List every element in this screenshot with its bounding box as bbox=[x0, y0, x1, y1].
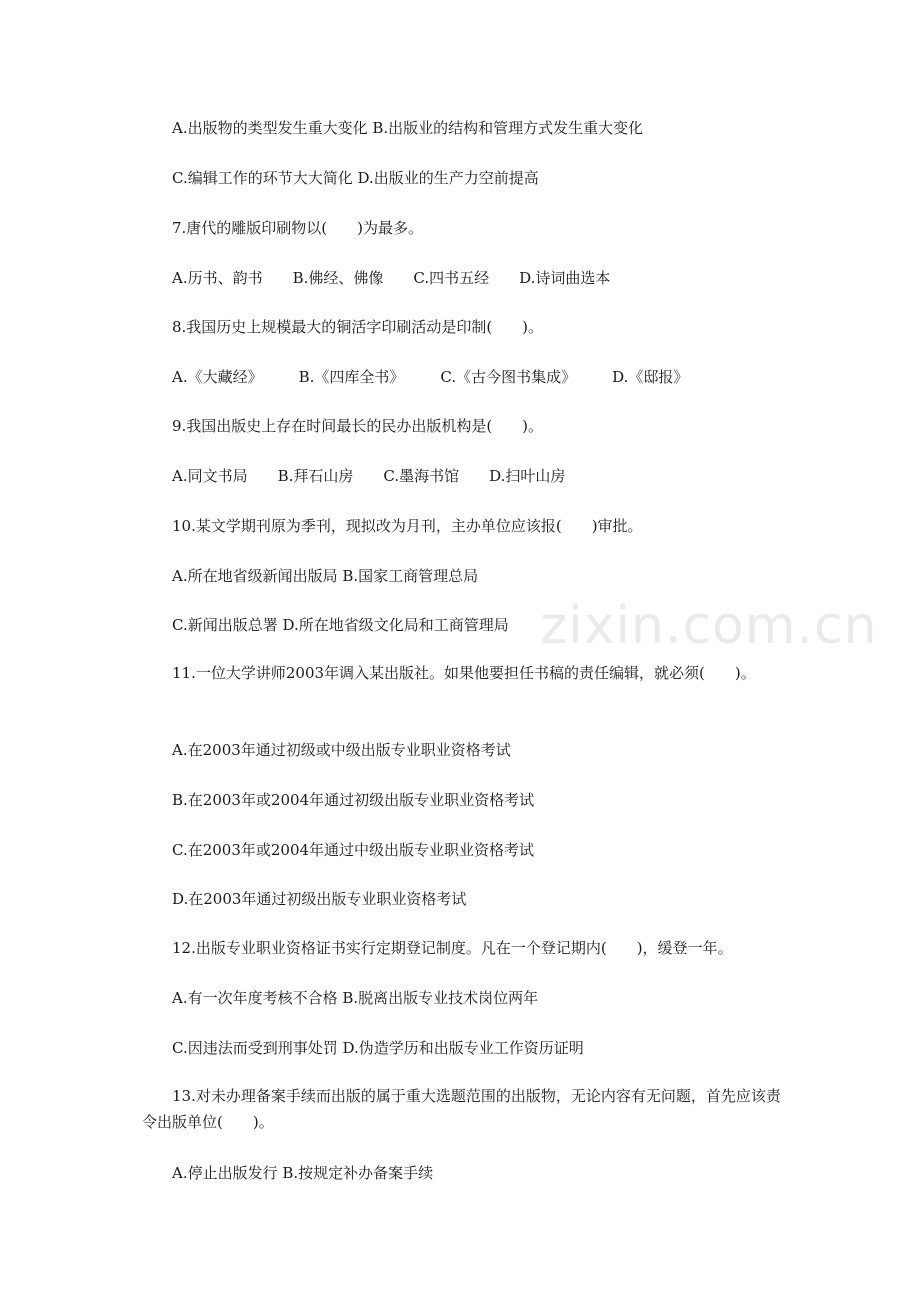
option-c: C.在2003年或2004年通过中级出版专业职业资格考试 bbox=[172, 841, 535, 859]
option-line: C.编辑工作的环节大大简化 D.出版业的生产力空前提高 bbox=[172, 169, 539, 187]
question-8: 8.我国历史上规模最大的铜活字印刷活动是印制( )。 bbox=[172, 318, 544, 336]
question-7: 7.唐代的雕版印刷物以( )为最多。 bbox=[172, 219, 424, 237]
option-d: D.在2003年通过初级出版专业职业资格考试 bbox=[172, 890, 467, 908]
option-b: B.在2003年或2004年通过初级出版专业职业资格考试 bbox=[172, 791, 535, 809]
option-d: D.《邸报》 bbox=[612, 368, 689, 386]
options-12-ab: A.有一次年度考核不合格 B.脱离出版专业技术岗位两年 bbox=[172, 989, 539, 1007]
options-10-cd: C.新闻出版总署 D.所在地省级文化局和工商管理局 bbox=[172, 616, 509, 634]
option-a: A.《大藏经》 bbox=[172, 368, 263, 386]
question-9: 9.我国出版史上存在时间最长的民办出版机构是( )。 bbox=[172, 417, 544, 435]
options-8 bbox=[172, 367, 688, 387]
option-a: A.历书、韵书 bbox=[172, 269, 263, 287]
watermark: zixin.com.cn bbox=[540, 596, 878, 656]
options-7 bbox=[172, 268, 610, 288]
option-b: B.佛经、佛像 bbox=[292, 269, 384, 287]
options-12-cd: C.因违法而受到刑事处罚 D.伪造学历和出版专业工作资历证明 bbox=[172, 1039, 584, 1057]
option-a: A.同文书局 bbox=[172, 467, 248, 485]
option-a: A.在2003年通过初级或中级出版专业职业资格考试 bbox=[172, 741, 511, 759]
option-d: D.诗词曲选本 bbox=[519, 269, 611, 287]
question-12: 12.出版专业职业资格证书实行定期登记制度。凡在一个登记期内( )，缓登一年。 bbox=[172, 939, 733, 957]
option-d: D.扫叶山房 bbox=[489, 467, 566, 485]
option-c: C.四书五经 bbox=[413, 269, 490, 287]
option-b: B.拜石山房 bbox=[277, 467, 354, 485]
option-c: C.《古今图书集成》 bbox=[440, 368, 577, 386]
question-13: 13.对未办理备案手续而出版的属于重大选题范围的出版物，无论内容有无问题，首先应该责令出版单位( )。 bbox=[142, 1087, 781, 1131]
option-line: A.出版物的类型发生重大变化 B.出版业的结构和管理方式发生重大变化 bbox=[172, 119, 644, 137]
options-9 bbox=[172, 466, 565, 486]
options-10-ab: A.所在地省级新闻出版局 B.国家工商管理总局 bbox=[172, 567, 479, 585]
options-13-ab: A.停止出版发行 B.按规定补办备案手续 bbox=[172, 1164, 434, 1182]
question-11: 11.一位大学讲师2003年调入某出版社。如果他要担任书稿的责任编辑，就必须( )。 bbox=[172, 664, 756, 682]
option-c: C.墨海书馆 bbox=[383, 467, 460, 485]
question-10: 10.某文学期刊原为季刊，现拟改为月刊，主办单位应该报( )审批。 bbox=[172, 517, 643, 535]
option-b: B.《四库全书》 bbox=[298, 368, 405, 386]
